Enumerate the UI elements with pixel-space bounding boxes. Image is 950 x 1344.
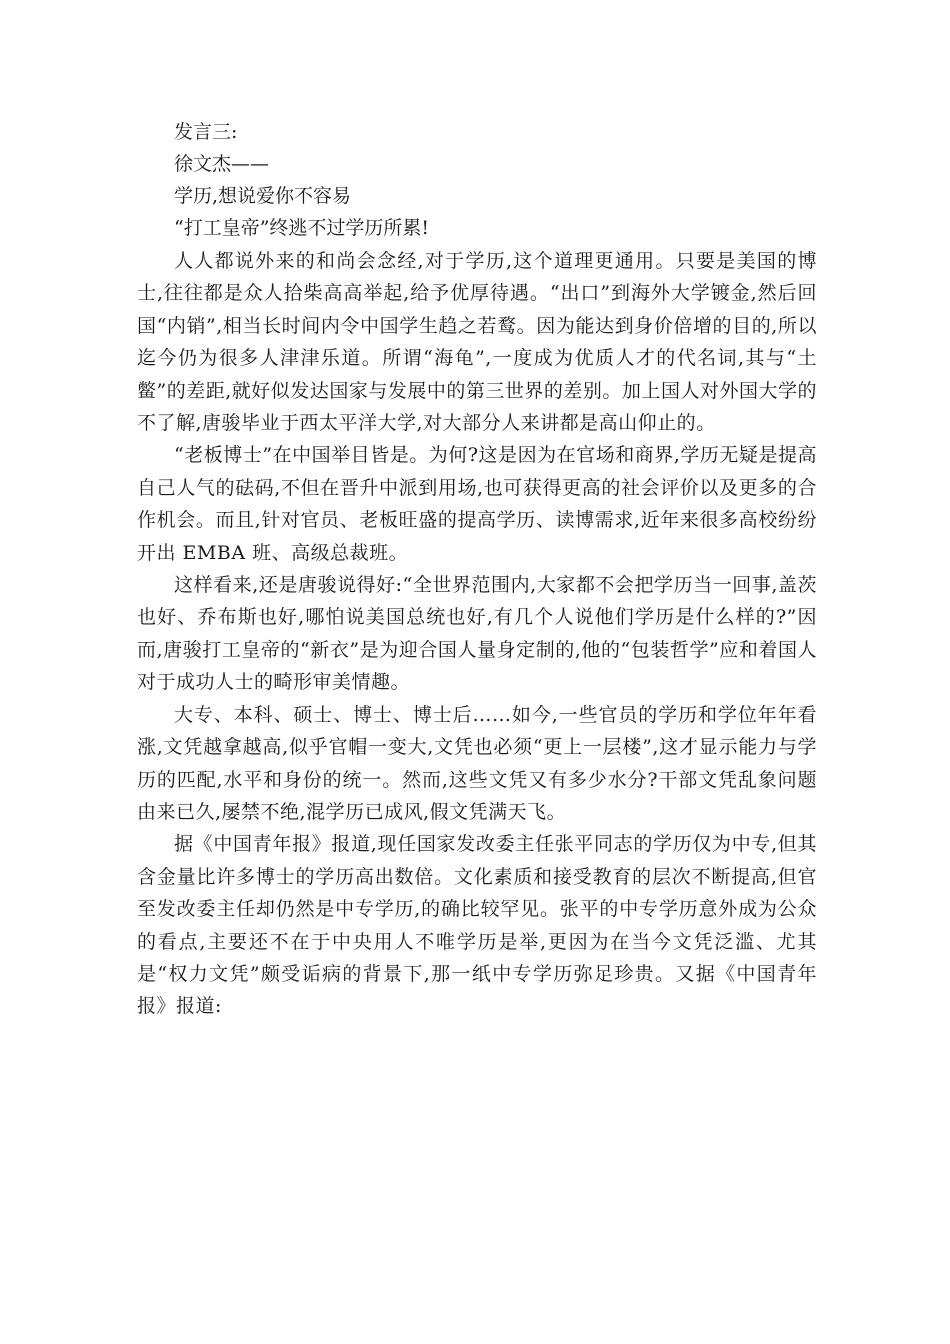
author-name: 徐文杰——	[174, 153, 270, 175]
speech-label: 发言三:	[174, 121, 238, 143]
body-paragraph-2: “老板博士”在中国举目皆是。为何?这是因为在官场和商界,学历无疑是提高自己人气的砝码,不但在晋升中派到用场,也可获得更高的社会评价以及更多的合作机会。而且,针对官员、老板旺盛的提高学历、读博需求,近年来很多高校纷纷开出 EMBA 班、高级总裁班。	[137, 444, 817, 564]
body-paragraph-4: 大专、本科、硕士、博士、博士后……如今,一些官员的学历和学位年年看涨,文凭越拿越高,似乎官帽一变大,文凭也必须“更上一层楼”,这才显示能力与学历的匹配,水平和身份的统一。然而,这些文凭又有多少水分?干部文凭乱象问题由来已久,屡禁不绝,混学历已成风,假文凭满天飞。	[137, 703, 817, 823]
body-paragraph-3: 这样看来,还是唐骏说得好:“全世界范围内,大家都不会把学历当一回事,盖茨也好、乔布斯也好,哪怕说美国总统也好,有几个人说他们学历是什么样的?”因而,唐骏打工皇帝的“新衣”是为迎合国人量身定制的,他的“包装哲学”应和着国人对于成功人士的畸形审美情趣。	[137, 574, 817, 694]
document-page	[137, 116, 817, 1023]
article-title: 学历,想说爱你不容易	[174, 185, 352, 207]
body-paragraph-5: 据《中国青年报》报道,现任国家发改委主任张平同志的学历仅为中专,但其含金量比许多博士的学历高出数倍。文化素质和接受教育的层次不断提高,但官至发改委主任却仍然是中专学历,的确比较罕见。张平的中专学历意外成为公众的看点,主要还不在于中央用人不唯学历是举,更因为在当今文凭泛滥、尤其是“权力文凭”颇受诟病的背景下,那一纸中专学历弥足珍贵。又据《中国青年报》报道:	[137, 833, 817, 1018]
body-paragraph-1: 人人都说外来的和尚会念经,对于学历,这个道理更通用。只要是美国的博士,往往都是众人拾柴高高举起,给予优厚待遇。“出口”到海外大学镀金,然后回国“内销”,相当长时间内令中国学生趋之若鹜。因为能达到身价倍增的目的,所以迄今仍为很多人津津乐道。所谓“海龟”,一度成为优质人才的代名词,其与“土鳖”的差距,就好似发达国家与发展中的第三世界的差别。加上国人对外国大学的不了解,唐骏毕业于西太平洋大学,对大部分人来讲都是高山仰止的。	[137, 250, 817, 435]
article-subtitle: “打工皇帝”终逃不过学历所累!	[174, 217, 430, 239]
